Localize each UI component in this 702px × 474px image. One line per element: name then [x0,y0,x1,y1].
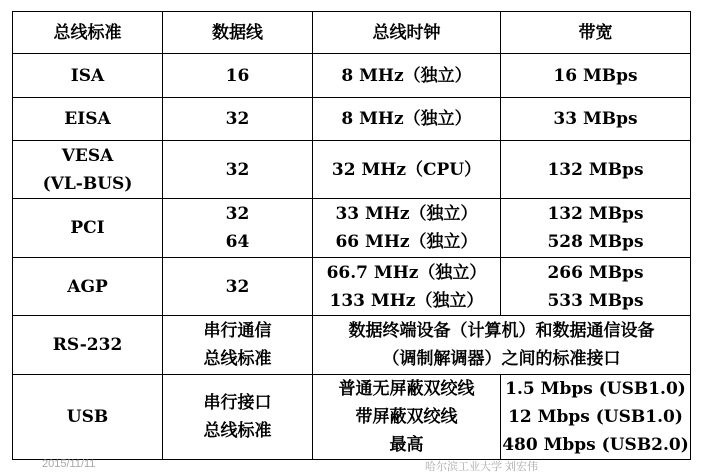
data-lines: 32 [163,141,313,199]
data-lines-value: 64 [225,232,250,252]
header-row [13,12,691,54]
data-lines: 32 [163,98,313,141]
bus-clock: 32 MHz（CPU） [313,141,501,199]
table-row-agp [13,258,691,316]
bandwidth [501,375,691,460]
bandwidth [501,199,691,258]
bus-clock-value: 33 MHz（独立） [335,204,478,224]
bandwidth-value: 132 MBps [547,204,644,224]
bus-name: USB [13,375,163,460]
bus-name: RS-232 [13,316,163,375]
data-lines: 32 [163,258,313,316]
table-row-usb [13,375,691,460]
bus-name-line: (VL-BUS) [42,173,133,194]
bandwidth: 132 MBps [501,141,691,199]
data-lines-value: 总线标准 [203,421,272,441]
header-bus-clock: 总线时钟 [313,12,501,54]
description-line: （调制解调器）之间的标准接口 [382,349,621,369]
bandwidth-value: 528 MBps [547,232,644,252]
header-bus-standard: 总线标准 [13,12,163,54]
bus-clock-value: 最高 [389,435,424,455]
bus-clock-value: 66 MHz（独立） [335,232,478,252]
bandwidth-value: 12 Mbps (USB1.0) [508,407,683,427]
header-data-lines: 数据线 [163,12,313,54]
bandwidth-value: 1.5 Mbps (USB1.0) [505,379,686,399]
table-row-vesa [13,141,691,199]
data-lines-value: 串行通信 [203,321,272,341]
header-bandwidth: 带宽 [501,12,691,54]
bandwidth-value: 480 Mbps (USB2.0) [502,435,689,455]
bus-clock [313,199,501,258]
bus-clock-value: 66.7 MHz（独立） [326,262,487,283]
bus-name: PCI [13,199,163,258]
data-lines-value: 32 [225,204,250,224]
bus-name: ISA [13,54,163,98]
footer-date: 2015/11/11 [42,458,96,470]
bandwidth-value: 266 MBps [547,262,644,283]
bus-name: EISA [13,98,163,141]
table-row-pci [13,199,691,258]
data-lines-value: 总线标准 [203,349,272,369]
bandwidth [501,258,691,316]
table-row-isa [13,54,691,98]
interface-description [313,316,691,375]
bus-clock-value: 普通无屏蔽双绞线 [338,379,475,399]
bus-clock [313,258,501,316]
bus-clock-value: 带屏蔽双绞线 [355,407,458,427]
bandwidth-value: 533 MBps [547,290,644,311]
data-lines [163,375,313,460]
bus-name [13,141,163,199]
bandwidth: 16 MBps [501,54,691,98]
data-lines [163,199,313,258]
bus-name-line: VESA [61,145,114,166]
data-lines [163,316,313,375]
footer-author: 哈尔滨工业大学 刘宏伟 [425,461,539,473]
table-row-eisa [13,98,691,141]
bus-standards-table [12,11,691,460]
bandwidth: 33 MBps [501,98,691,141]
bus-clock: 8 MHz（独立） [313,98,501,141]
bus-clock [313,375,501,460]
bus-clock-value: 133 MHz（独立） [329,290,484,311]
bus-name: AGP [13,258,163,316]
table-row-rs232 [13,316,691,375]
description-line: 数据终端设备（计算机）和数据通信设备 [348,321,655,341]
bus-clock: 8 MHz（独立） [313,54,501,98]
data-lines-value: 串行接口 [203,393,272,413]
data-lines: 16 [163,54,313,98]
